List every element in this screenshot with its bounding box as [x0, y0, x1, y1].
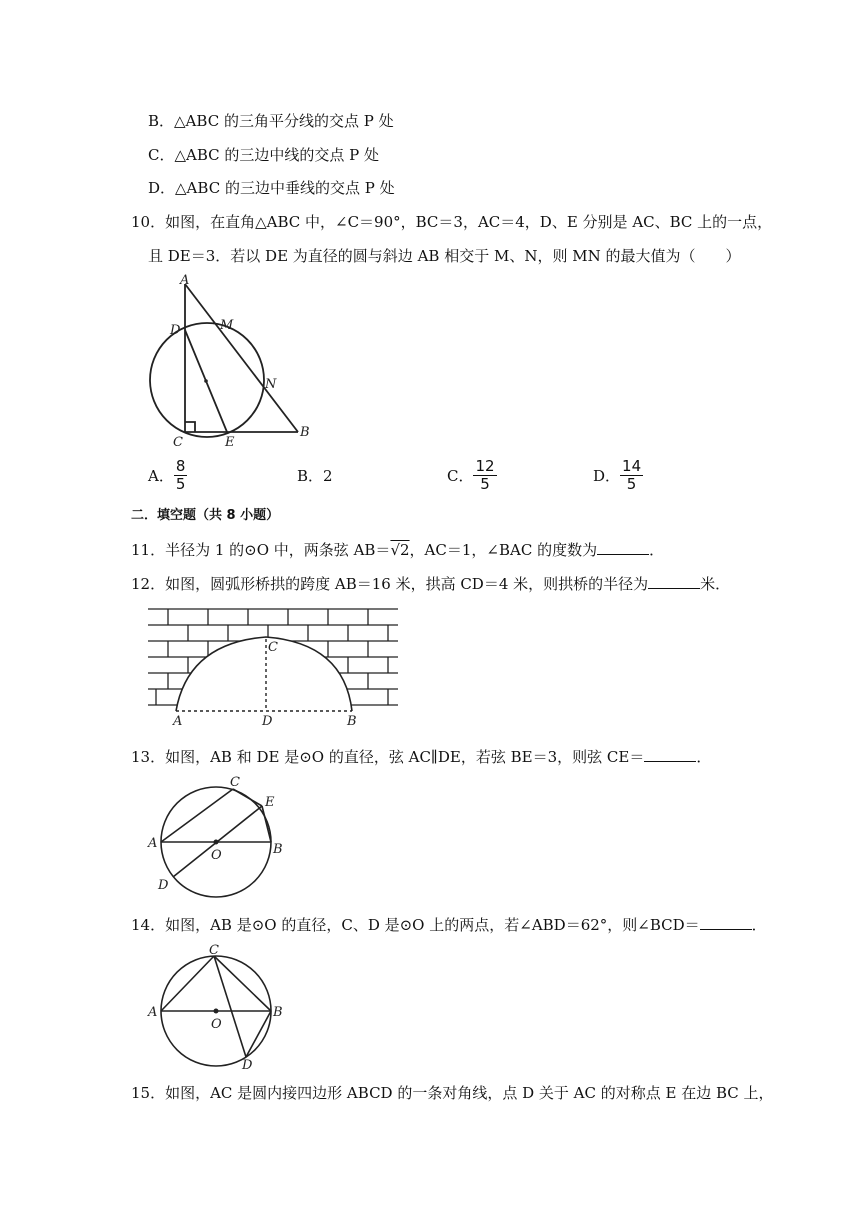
q10-option-a — [148, 458, 187, 493]
q9-option-c: C．△ABC 的三边中线的交点 P 处 — [148, 146, 380, 164]
q12-label-d: D — [262, 714, 273, 727]
q11-answer-blank[interactable] — [597, 540, 649, 555]
q13-label-d: D — [158, 878, 169, 893]
q10-option-a-label: A． — [148, 466, 174, 485]
q10-stem-line2: 且 DE＝3．若以 DE 为直径的圆与斜边 AB 相交于 M、N，则 MN 的最大值为（ ） — [148, 247, 741, 265]
q14-label-b: B — [273, 1005, 283, 1020]
q10-label-e: E — [225, 435, 235, 450]
q10-option-d-numerator: 14 — [622, 457, 642, 475]
q13-stem — [131, 747, 711, 767]
q13-label-c: C — [230, 775, 240, 790]
q14-figure — [145, 942, 295, 1072]
q11-text-pre: 11．半径为 1 的⊙O 中，两条弦 AB＝ — [131, 541, 391, 559]
q10-option-c-fraction — [473, 458, 496, 493]
q10-option-a-numerator: 8 — [175, 457, 186, 475]
q13-label-b: B — [273, 842, 283, 857]
q10-option-c-label: C． — [447, 466, 474, 485]
q14-answer-blank[interactable] — [700, 915, 752, 930]
q10-label-c: C — [173, 435, 183, 450]
q10-hypotenuse-ab — [185, 284, 298, 432]
q13-text-end: ． — [696, 748, 712, 766]
q10-option-d-denominator: 5 — [626, 475, 637, 493]
q11-text-end: ． — [649, 541, 665, 559]
q13-chord-ce — [233, 789, 262, 806]
q10-option-c-denominator: 5 — [480, 475, 490, 493]
q12-label-a: A — [173, 714, 183, 727]
section-heading-fill-in: 二．填空题（共 8 小题） — [131, 508, 280, 523]
q14-label-a: A — [148, 1005, 158, 1020]
q12-stem — [131, 574, 730, 594]
q10-option-a-fraction — [174, 458, 188, 493]
q12-label-c: C — [268, 640, 278, 655]
q10-option-d — [593, 458, 643, 493]
q10-center-dot — [204, 379, 208, 383]
q10-stem-line1: 10．如图，在直角△ABC 中，∠C＝90°，BC＝3，AC＝4，D、E 分别是 AC、BC 上的一点， — [131, 213, 773, 231]
q9-option-b: B．△ABC 的三角平分线的交点 P 处 — [148, 112, 394, 130]
q13-label-a: A — [148, 836, 158, 851]
q10-label-a: A — [180, 273, 190, 288]
q14-label-d: D — [242, 1058, 253, 1072]
q12-figure-bridge — [148, 603, 400, 727]
q14-label-c: C — [209, 943, 219, 958]
q13-figure — [145, 773, 295, 898]
q11-text-post: ，AC＝1，∠BAC 的度数为 — [409, 541, 598, 559]
q12-label-b: B — [347, 714, 357, 727]
q11-stem — [131, 540, 664, 560]
q13-label-e: E — [265, 795, 275, 810]
q13-chord-eb — [262, 806, 271, 842]
q10-label-b: B — [300, 425, 310, 440]
q14-stem — [131, 915, 767, 935]
q13-text-pre: 13．如图，AB 和 DE 是⊙O 的直径，弦 AC∥DE，若弦 BE＝3，则弦 CE＝ — [131, 748, 645, 766]
q14-text-end: ． — [751, 916, 767, 934]
q15-stem-line1: 15．如图，AC 是圆内接四边形 ABCD 的一条对角线，点 D 关于 AC 的对称点 E 在边 BC 上， — [131, 1084, 774, 1102]
q14-text-pre: 14．如图，AB 是⊙O 的直径，C、D 是⊙O 上的两点，若∠ABD＝62°，则∠BCD＝ — [131, 916, 700, 934]
q12-text-pre: 12．如图，圆弧形桥拱的跨度 AB＝16 米，拱高 CD＝4 米，则拱桥的半径为 — [131, 575, 649, 593]
q9-option-d: D．△ABC 的三边中垂线的交点 P 处 — [148, 179, 395, 197]
q10-label-m: M — [220, 318, 234, 333]
q14-chord-bd — [246, 1011, 271, 1057]
q10-option-c-numerator: 12 — [475, 457, 495, 475]
q14-center-dot — [214, 1009, 219, 1014]
q13-center-dot — [214, 840, 219, 845]
q14-label-o: O — [211, 1017, 222, 1032]
q13-label-o: O — [211, 848, 222, 863]
q13-answer-blank[interactable] — [644, 747, 696, 762]
q12-answer-blank[interactable] — [648, 574, 700, 589]
q12-text-end: 米． — [700, 575, 731, 593]
q10-label-n: N — [265, 377, 277, 392]
q10-figure — [140, 272, 330, 452]
q10-option-a-denominator: 5 — [175, 475, 186, 493]
q10-option-b: B．2 — [297, 467, 333, 485]
q10-option-d-fraction — [620, 458, 643, 493]
q10-label-d: D — [170, 323, 181, 338]
q10-right-angle-mark — [185, 422, 195, 432]
q10-option-d-label: D． — [593, 466, 621, 485]
q10-option-c — [447, 458, 497, 493]
q11-sqrt: √2 — [390, 541, 410, 559]
q13-chord-ac — [161, 789, 233, 842]
